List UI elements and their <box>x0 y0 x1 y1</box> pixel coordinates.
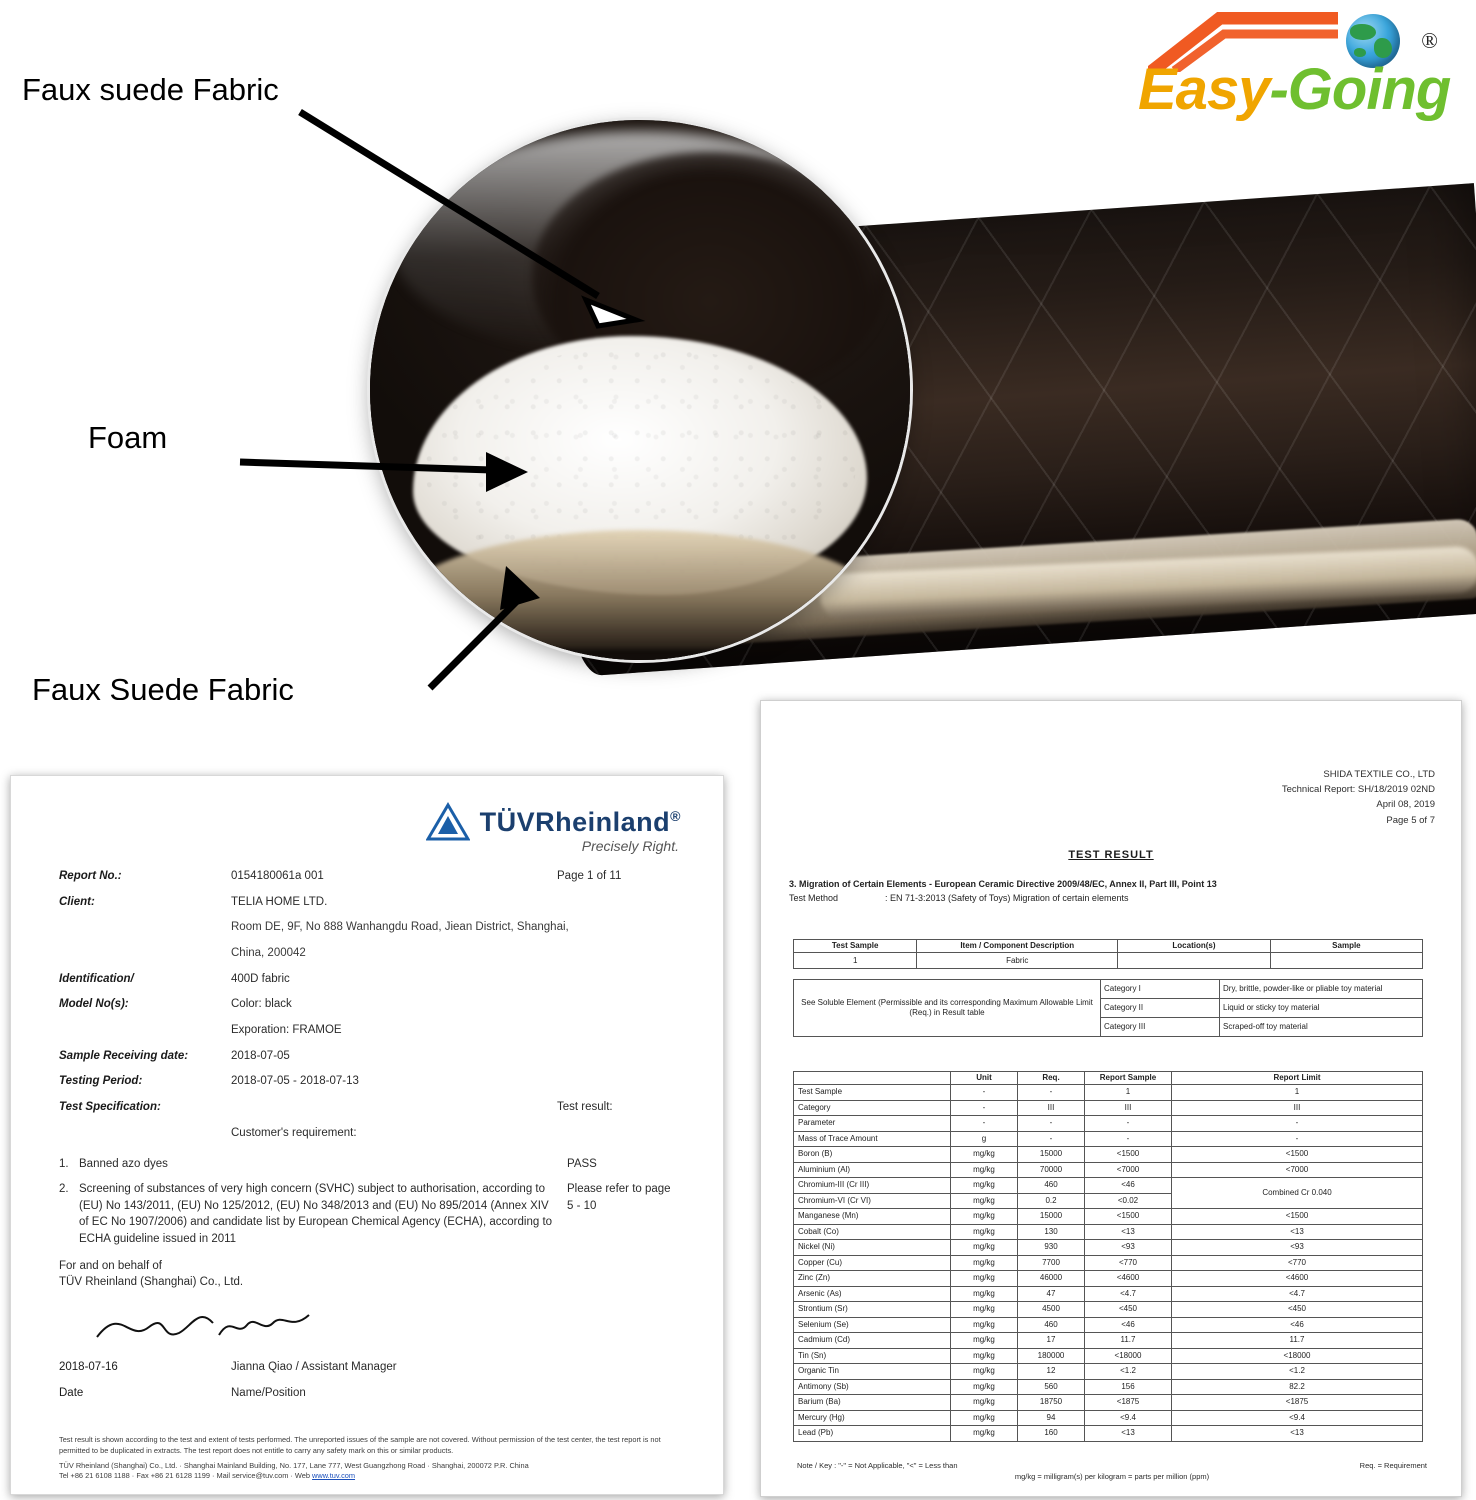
table-row: Category III Scraped-off toy material <box>794 1018 1423 1037</box>
table-row: Boron (B) mg/kg 15000 <1500 <1500 <box>794 1147 1423 1163</box>
table-row: Tin (Sn) mg/kg 180000 <18000 <18000 <box>794 1348 1423 1364</box>
table-row: Chromium-VI (Cr VI) mg/kg 0.2 <0.02 <box>794 1193 1423 1209</box>
footer-website-link[interactable]: www.tuv.com <box>312 1471 356 1481</box>
test-report-company: SHIDA TEXTILE CO., LTD <box>1323 769 1435 780</box>
identification-value: 400D fabric <box>231 972 290 985</box>
tuv-logo-text: TÜVRheinland® <box>479 806 681 837</box>
table-row: Strontium (Sr) mg/kg 4500 <450 <450 <box>794 1302 1423 1318</box>
test-specification-label: Test Specification: <box>59 1101 161 1114</box>
testing-period-row <box>59 1073 677 1090</box>
tuv-certificate-document <box>10 775 724 1495</box>
report-no-row <box>59 868 677 885</box>
table-row: Zinc (Zn) mg/kg 46000 <4600 <4600 <box>794 1271 1423 1287</box>
table-row: Lead (Pb) mg/kg 160 <13 <13 <box>794 1426 1423 1442</box>
table-row: Organic Tin mg/kg 12 <1.2 <1.2 <box>794 1364 1423 1380</box>
footer-address: TÜV Rheinland (Shanghai) Co., Ltd. · Shanghai Mainland Building, No. 177, Lane 777, West Guangzhong Road · Shanghai, 200072 P.R. China <box>59 1460 529 1470</box>
customer-requirement-label: Customer's requirement: <box>231 1126 357 1139</box>
brand-name-dash: - <box>1269 57 1288 122</box>
registered-trademark-symbol: ® <box>1421 28 1438 53</box>
table-row: Mercury (Hg) mg/kg 94 <9.4 <9.4 <box>794 1410 1423 1426</box>
model-row <box>59 996 677 1013</box>
sample-receiving-label: Sample Receiving date: <box>59 1049 189 1062</box>
sample-receiving-row <box>59 1048 677 1065</box>
closing-text: For and on behalf of <box>59 1259 162 1272</box>
handwritten-signature <box>87 1297 327 1353</box>
category-definition-table <box>793 979 1423 1037</box>
table-row: Test Sample - - 1 1 <box>794 1085 1423 1101</box>
table-header-row: Unit Req. Report Sample Report Limit <box>794 1072 1423 1085</box>
callout-label-faux-suede-bottom: Faux Suede Fabric <box>32 672 294 700</box>
client-address-row-1 <box>59 919 677 936</box>
brand-name-easy: Easy <box>1138 57 1270 122</box>
client-address-row-2 <box>59 945 677 962</box>
brand-name-going: Going <box>1287 57 1451 122</box>
test-result-document <box>760 700 1462 1497</box>
exporation-value: Exporation: FRAMOE <box>231 1024 342 1037</box>
table-row: Mass of Trace Amount g - - - <box>794 1131 1423 1147</box>
requirement-2-result: Please refer to page 5 - 10 <box>567 1183 671 1212</box>
test-report-number: Technical Report: SH/18/2019 02ND <box>1281 784 1435 796</box>
test-result-title: TEST RESULT <box>1068 849 1154 861</box>
report-no-value: 0154180061a 001 <box>231 870 324 882</box>
table-row: Selenium (Se) mg/kg 460 <46 <46 <box>794 1317 1423 1333</box>
identification-row <box>59 971 677 988</box>
customer-requirement-row <box>59 1125 677 1142</box>
tuv-triangle-icon <box>426 802 470 842</box>
test-section-info <box>789 877 1429 906</box>
page-indicator: Page 1 of 11 <box>557 870 622 882</box>
tuv-report-body <box>59 868 677 1410</box>
client-label: Client: <box>59 895 95 908</box>
table-row: Chromium-III (Cr III) mg/kg 460 <46 Combined Cr 0.040 <box>794 1178 1423 1194</box>
brand-logo <box>1138 8 1458 143</box>
test-table-notes <box>797 1460 1427 1483</box>
exporation-row <box>59 1022 677 1039</box>
testing-period-label: Testing Period: <box>59 1075 143 1088</box>
test-report-page: Page 5 of 7 <box>1386 814 1435 826</box>
table-row: Cadmium (Cd) mg/kg 17 11.7 11.7 <box>794 1333 1423 1349</box>
issuing-company: TÜV Rheinland (Shanghai) Co., Ltd. <box>59 1276 244 1289</box>
requirement-item-2: 2. Screening of substances of very high concern (SVHC) subject to authorisation, according to (EU) No 143/2011, (EU) No 125/2012, (EU) No 348/2013 and (EU) No 895/2014 (Annex XIV of EC No 1907/2006) and candidate list by European Chemical Agency (ECHA), according to ECHA guideline issued in 2011 Please refer to page 5 - 10 <box>59 1181 677 1248</box>
table-row: 1 Fabric <box>794 953 1423 969</box>
test-section-title: 3. Migration of Certain Elements - European Ceramic Directive 2009/48/EC, Annex II, Part III, Point 13 <box>789 879 1217 889</box>
table-row: See Soluble Element (Permissible and its corresponding Maximum Allowable Limit (Req.) in Result table Category I Dry, brittle, powder-like or pliable toy material <box>794 980 1423 999</box>
date-caption: Date <box>59 1386 84 1399</box>
client-address-line2: China, 200042 <box>231 947 306 960</box>
element-migration-results-table <box>793 1071 1423 1442</box>
testing-period-value: 2018-07-05 - 2018-07-13 <box>231 1075 359 1088</box>
table-header-row: Test Sample Item / Component Description Location(s) Sample <box>794 940 1423 953</box>
signature-date: 2018-07-16 <box>59 1361 118 1374</box>
signature-block <box>59 1258 677 1402</box>
brand-name <box>1138 56 1458 123</box>
requirement-2-text: Screening of substances of very high concern (SVHC) subject to authorisation, according to (EU) No 143/2011, (EU) No 125/2012, (EU) No 348/2013 and (EU) No 895/2014 (Annex XIV of EC No 1907/2006) and candidate list by European Chemical Agency (ECHA), according to ECHA guideline issued in 2011 <box>79 1183 553 1246</box>
magnifier-circle <box>370 120 910 660</box>
identification-label: Identification/ <box>59 972 134 985</box>
table-row: Manganese (Mn) mg/kg 15000 <1500 <1500 <box>794 1209 1423 1225</box>
client-value: TELIA HOME LTD. <box>231 895 328 908</box>
category-left-title: See Soluble Element (Permissible and its corresponding Maximum Allowable Limit (Req.) in Result table <box>794 980 1101 1037</box>
note-key-left: Note / Key : "-" = Not Applicable, "<" = Less than <box>797 1460 958 1470</box>
test-method-label: Test Method <box>789 893 839 904</box>
table-row: Nickel (Ni) mg/kg 930 <93 <93 <box>794 1240 1423 1256</box>
report-no-label: Report No.: <box>59 870 122 882</box>
table-row: Category - III III III <box>794 1100 1423 1116</box>
table-row: Parameter - - - - <box>794 1116 1423 1132</box>
table-row: Cobalt (Co) mg/kg 130 <13 <13 <box>794 1224 1423 1240</box>
test-result-header: Test result: <box>557 1101 613 1114</box>
signature-caption-row <box>59 1385 677 1402</box>
test-report-header <box>1282 767 1435 828</box>
table-row: Copper (Cu) mg/kg 7700 <770 <770 <box>794 1255 1423 1271</box>
test-specification-row <box>59 1099 677 1116</box>
model-label: Model No(s): <box>59 998 129 1011</box>
requirement-item-1: 1. Banned azo dyes PASS <box>59 1156 677 1173</box>
requirement-1-text: Banned azo dyes <box>79 1158 168 1171</box>
test-report-date: April 08, 2019 <box>1376 799 1435 811</box>
requirement-1-result: PASS <box>567 1158 597 1171</box>
test-method-value: : EN 71-3:2013 (Safety of Toys) Migration of certain elements <box>885 893 1129 904</box>
footer-contact: Tel +86 21 6108 1188 · Fax +86 21 6128 1199 · Mail service@tuv.com · Web <box>59 1471 310 1481</box>
table-row: Arsenic (As) mg/kg 47 <4.7 <4.7 <box>794 1286 1423 1302</box>
footer-disclaimer: Test result is shown according to the test and extent of tests performed. The unreported issues of the sample are not covered. Without permission of the test center, the test report is not permitted to be duplicated in extracts. The test report does not entitle to carry any safety mark on this or similar products. <box>59 1435 661 1455</box>
tuv-logo <box>426 802 681 842</box>
client-row <box>59 894 677 911</box>
table-row: Category II Liquid or sticky toy material <box>794 999 1423 1018</box>
name-position-caption: Name/Position <box>231 1386 306 1399</box>
signature-meta-row <box>59 1359 677 1376</box>
sample-receiving-value: 2018-07-05 <box>231 1049 290 1062</box>
callout-label-foam: Foam <box>88 420 168 455</box>
tuv-tagline: Precisely Right. <box>581 838 679 854</box>
callout-label-faux-suede-top: Faux suede Fabric <box>22 72 279 107</box>
test-sample-table <box>793 939 1423 969</box>
tuv-document-footer <box>59 1435 683 1482</box>
note-key-right: Req. = Requirement <box>1359 1460 1427 1470</box>
client-address-line1: Room DE, 9F, No 888 Wanhangdu Road, Jiean District, Shanghai, <box>231 921 569 934</box>
model-value: Color: black <box>231 998 292 1011</box>
table-row: Barium (Ba) mg/kg 18750 <1875 <1875 <box>794 1395 1423 1411</box>
table-row: Antimony (Sb) mg/kg 560 156 82.2 <box>794 1379 1423 1395</box>
signatory-name: Jianna Qiao / Assistant Manager <box>231 1361 397 1374</box>
note-units: mg/kg = milligram(s) per kilogram = parts per million (ppm) <box>1014 1471 1210 1481</box>
table-row: Aluminium (Al) mg/kg 70000 <7000 <7000 <box>794 1162 1423 1178</box>
